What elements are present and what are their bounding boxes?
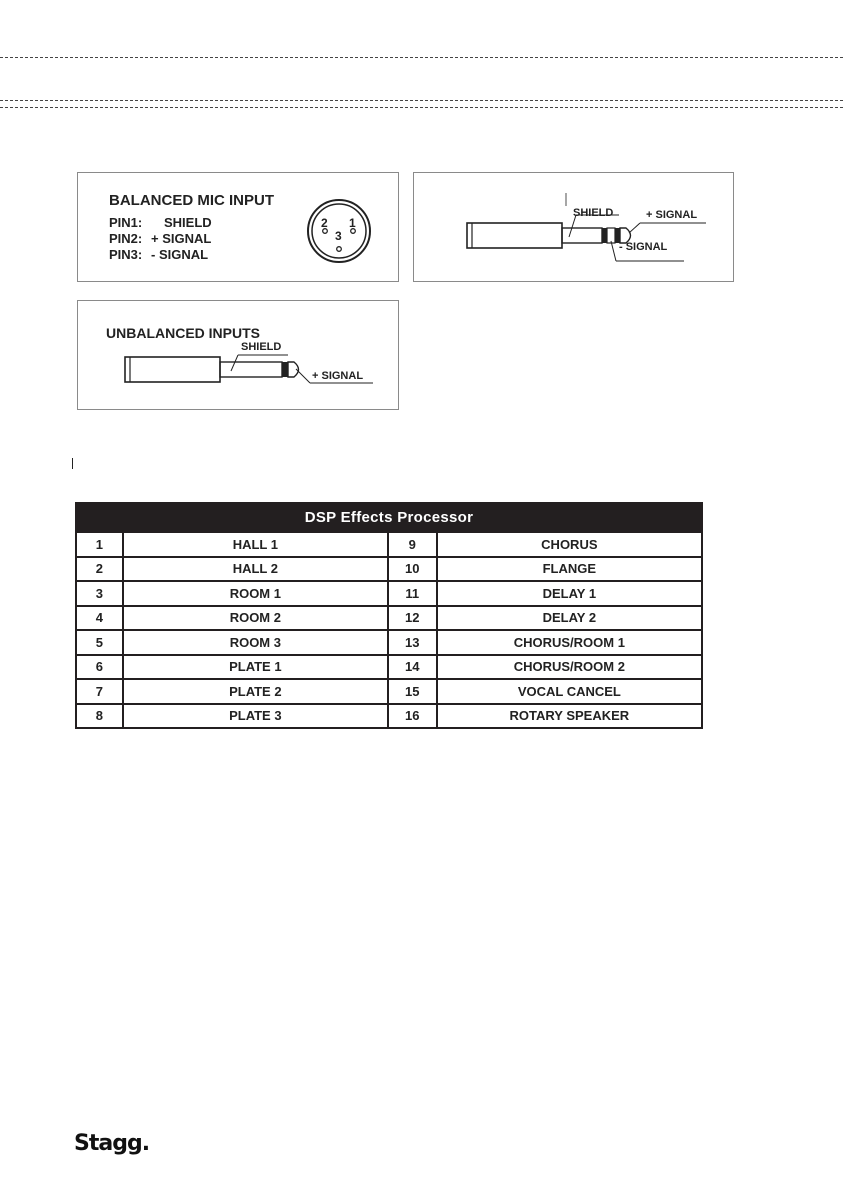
effect-number: 15	[388, 679, 437, 704]
xlr-pin-3: 3	[335, 229, 342, 243]
double-dashed-rule-upper	[0, 100, 843, 101]
effect-number: 8	[76, 704, 123, 729]
effect-name: PLATE 2	[123, 679, 388, 704]
unbalanced-shield-label: SHIELD	[241, 341, 282, 353]
effect-number: 14	[388, 655, 437, 680]
effect-name: CHORUS	[437, 532, 702, 557]
effect-number: 1	[76, 532, 123, 557]
effect-name: DELAY 1	[437, 581, 702, 606]
table-row	[76, 630, 702, 655]
effect-name: DELAY 2	[437, 606, 702, 631]
effect-name: FLANGE	[437, 557, 702, 582]
table-row	[76, 655, 702, 680]
effect-number: 4	[76, 606, 123, 631]
effect-number: 7	[76, 679, 123, 704]
effect-number: 16	[388, 704, 437, 729]
effect-number: 6	[76, 655, 123, 680]
effect-name: ROOM 3	[123, 630, 388, 655]
effect-name: CHORUS/ROOM 2	[437, 655, 702, 680]
effect-number: 3	[76, 581, 123, 606]
section-marker	[72, 458, 73, 469]
effect-name: PLATE 3	[123, 704, 388, 729]
balanced-mic-panel	[77, 172, 399, 282]
effect-name: ROOM 2	[123, 606, 388, 631]
xlr-pin-1: 1	[349, 216, 356, 230]
effect-name: ROTARY SPEAKER	[437, 704, 702, 729]
table-title: DSP Effects Processor	[76, 503, 702, 532]
table-row	[76, 581, 702, 606]
pin3-value: - SIGNAL	[151, 247, 209, 262]
unbalanced-panel	[77, 300, 399, 410]
trs-jack-icon	[414, 173, 735, 283]
balanced-mic-title: BALANCED MIC INPUT	[109, 192, 274, 209]
stagg-logo: Stagg.	[74, 1131, 150, 1156]
effect-number: 5	[76, 630, 123, 655]
effect-number: 12	[388, 606, 437, 631]
unbalanced-title: UNBALANCED INPUTS	[106, 325, 260, 341]
trs-minus-signal-label: - SIGNAL	[619, 241, 668, 253]
ts-jack-icon	[78, 301, 400, 411]
dsp-effects-table	[75, 502, 703, 729]
effect-number: 2	[76, 557, 123, 582]
effect-name: ROOM 1	[123, 581, 388, 606]
effect-number: 11	[388, 581, 437, 606]
double-dashed-rule-lower	[0, 107, 843, 108]
table-row	[76, 704, 702, 729]
pin1-label: PIN1:	[109, 215, 143, 230]
table-row	[76, 679, 702, 704]
xlr-pin-2: 2	[321, 216, 328, 230]
pin2-value: + SIGNAL	[151, 231, 212, 246]
effect-name: HALL 2	[123, 557, 388, 582]
table-header-row	[76, 503, 702, 532]
table-row	[76, 557, 702, 582]
effect-number: 13	[388, 630, 437, 655]
effect-name: HALL 1	[123, 532, 388, 557]
effect-number: 10	[388, 557, 437, 582]
effect-name: VOCAL CANCEL	[437, 679, 702, 704]
table-row	[76, 532, 702, 557]
pin2-label: PIN2:	[109, 231, 143, 246]
pin3-label: PIN3:	[109, 247, 143, 262]
table-row	[76, 606, 702, 631]
trs-shield-label: SHIELD	[573, 207, 614, 219]
trs-jack-panel	[413, 172, 734, 282]
pin1-value: SHIELD	[164, 215, 212, 230]
effect-name: CHORUS/ROOM 1	[437, 630, 702, 655]
top-dashed-rule	[0, 57, 843, 58]
effect-number: 9	[388, 532, 437, 557]
unbalanced-plus-signal-label: + SIGNAL	[312, 370, 364, 382]
trs-plus-signal-label: + SIGNAL	[646, 209, 698, 221]
effect-name: PLATE 1	[123, 655, 388, 680]
